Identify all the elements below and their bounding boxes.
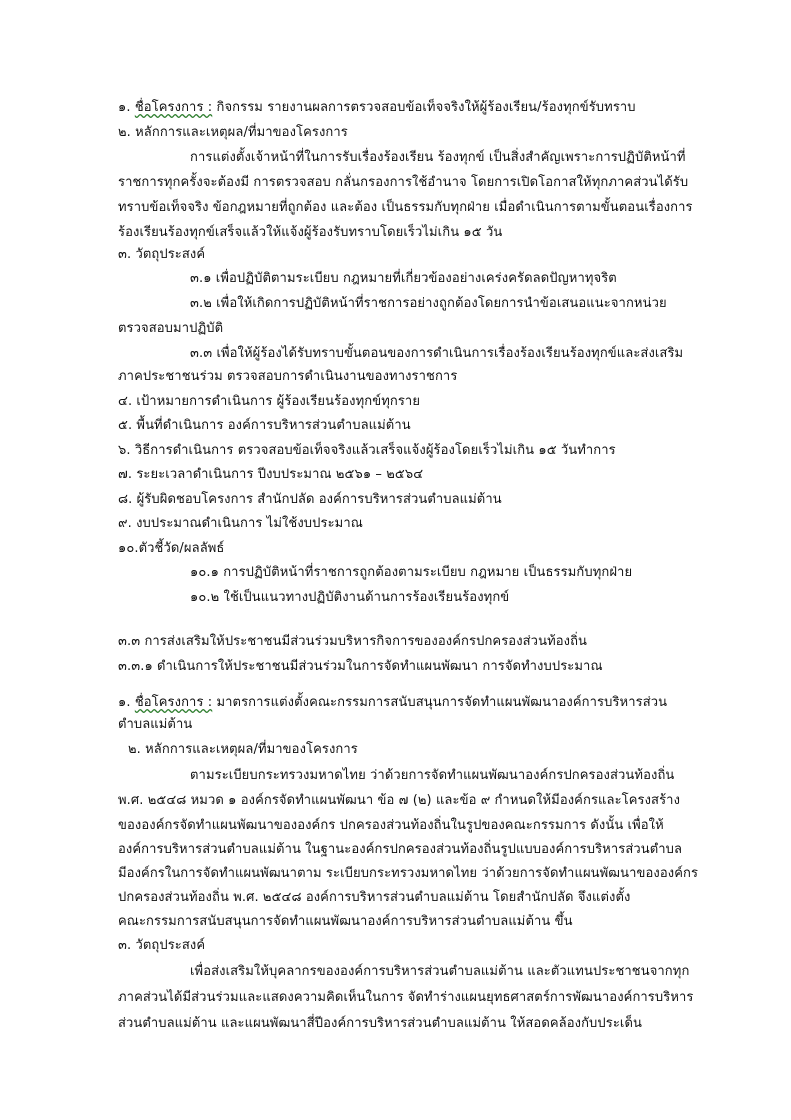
paragraph-line: ขององค์กรจัดทำแผนพัฒนาขององค์กร ปกครองส่วนท้องถิ่นในรูปของคณะกรรมการ ดังนั้น เพื่อให้ [118, 818, 664, 833]
list-item: ๓.๓ เพื่อให้ผู้ร้องได้รับทราบขั้นตอนของการดำเนินการเรื่องร้องเรียนร้องทุกข์และส่งเสริม [190, 346, 684, 361]
paragraph-line: ภาคประชาชนร่วม ตรวจสอบการดำเนินงานของทางราชการ [118, 369, 458, 384]
section-heading: ๓.๓.๑ ดำเนินการให้ประชาชนมีส่วนร่วมในการจัดทำแผนพัฒนา การจัดทำงบประมาณ [118, 659, 603, 674]
section-heading: ๓. วัตถุประสงค์ [118, 247, 206, 262]
section-heading: ๓.๓ การส่งเสริมให้ประชาชนมีส่วนร่วมบริหารกิจการขององค์กรปกครองส่วนท้องถิ่น [118, 634, 588, 649]
paragraph-line: คณะกรรมการสนับสนุนการจัดทำแผนพัฒนาองค์การบริหารส่วนตำบลแม่ต้าน ขึ้น [118, 914, 573, 929]
list-item: ๑๐.๒ ใช้เป็นแนวทางปฏิบัติงานด้านการร้องเรียนร้องทุกข์ [190, 590, 510, 605]
paragraph-line: การแต่งตั้งเจ้าหน้าที่ในการรับเรื่องร้องเรียน ร้องทุกข์ เป็นสิ่งสำคัญเพราะการปฏิบัติหน้าที่ [190, 150, 686, 165]
paragraph-line: ภาคส่วนได้มีส่วนร่วมและแสดงความคิดเห็นในการ จัดทำร่างแผนยุทธศาสตร์การพัฒนาองค์การบริหาร [118, 990, 694, 1005]
section-heading: ๒. หลักการและเหตุผล/ที่มาของโครงการ [128, 742, 358, 757]
paragraph-line: ปกครองส่วนท้องถิ่น พ.ศ. ๒๕๔๘ องค์การบริหารส่วนตำบลแม่ต้าน โดยสำนักปลัด จึงแต่งตั้ง [118, 890, 631, 905]
section-heading: ๔. เป้าหมายการดำเนินการ ผู้ร้องเรียนร้องทุกข์ทุกราย [118, 394, 421, 409]
paragraph-line: ตรวจสอบมาปฏิบัติ [118, 321, 224, 336]
list-item: ๓.๒ เพื่อให้เกิดการปฏิบัติหน้าที่ราชการอย่างถูกต้องโดยการนำข้อเสนอแนะจากหน่วย [190, 296, 667, 311]
paragraph-line: ส่วนตำบลแม่ต้าน และแผนพัฒนาสี่ปีองค์การบริหารส่วนตำบลแม่ต้าน ให้สอดคล้องกับประเด็น [118, 1016, 642, 1031]
project-title-line: ๑. ชื่อโครงการ : กิจกรรม รายงานผลการตรวจสอบข้อเท็จจริงให้ผู้ร้องเรียน/ร้องทุกข์รับทราบ [118, 100, 636, 115]
paragraph-line: ร้องเรียนร้องทุกข์เสร็จแล้วให้แจ้งผู้ร้องรับทราบโดยเร็วไม่เกิน ๑๕ วัน [118, 225, 503, 240]
paragraph-line: ทราบข้อเท็จจริง ข้อกฎหมายที่ถูกต้อง และต้อง เป็นธรรมกับทุกฝ่าย เมื่อดำเนินการตามขั้นตอนเรื่องการ [118, 200, 693, 215]
paragraph-line: ตำบลแม่ต้าน [118, 717, 193, 732]
section-heading: ๗. ระยะเวลาดำเนินการ ปีงบประมาณ ๒๕๖๑ – ๒๕๖๔ [118, 467, 424, 482]
paragraph-line: มีองค์กรในการจัดทำแผนพัฒนาตาม ระเบียบกระทรวงมหาดไทย ว่าด้วยการจัดทำแผนพัฒนาขององค์กร [118, 866, 699, 881]
list-item: ๑๐.๑ การปฏิบัติหน้าที่ราชการถูกต้องตามระเบียบ กฎหมาย เป็นธรรมกับทุกฝ่าย [190, 565, 633, 580]
paragraph-line: ตามระเบียบกระทรวงมหาดไทย ว่าด้วยการจัดทำแผนพัฒนาองค์กรปกครองส่วนท้องถิ่น [190, 768, 675, 783]
project-title-label: ชื่อโครงการ : [134, 695, 213, 710]
list-item: ๓.๑ เพื่อปฏิบัติตามระเบียบ กฎหมายที่เกี่ยวข้องอย่างเคร่งครัดลดปัญหาทุจริต [190, 271, 617, 286]
paragraph-line: เพื่อส่งเสริมให้บุคลากรขององค์การบริหารส่วนตำบลแม่ต้าน และตัวแทนประชาชนจากทุก [190, 964, 690, 979]
section-heading: ๒. หลักการและเหตุผล/ที่มาของโครงการ [118, 125, 348, 140]
section-heading: ๕. พื้นที่ดำเนินการ องค์การบริหารส่วนตำบลแม่ต้าน [118, 418, 411, 433]
paragraph-line: องค์การบริหารส่วนตำบลแม่ต้าน ในฐานะองค์กรปกครองส่วนท้องถิ่นรูปแบบองค์การบริหารส่วนตำบล [118, 842, 683, 857]
project-title-line: ๑. ชื่อโครงการ : มาตรการแต่งตั้งคณะกรรมการสนับสนุนการจัดทำแผนพัฒนาองค์การบริหารส่วน [118, 695, 668, 710]
section-heading: ๖. วิธีการดำเนินการ ตรวจสอบข้อเท็จจริงแล้วเสร็จแจ้งผู้ร้องโดยเร็วไม่เกิน ๑๕ วันทำการ [118, 443, 616, 458]
section-heading: ๙. งบประมาณดำเนินการ ไม่ใช้งบประมาณ [118, 516, 363, 531]
paragraph-line: ราชการทุกครั้งจะต้องมี การตรวจสอบ กลั่นกรองการใช้อำนาจ โดยการเปิดโอกาสให้ทุกภาคส่วนได้รับ [118, 175, 689, 190]
section-heading: ๘. ผู้รับผิดชอบโครงการ สำนักปลัด องค์การบริหารส่วนตำบลแม่ต้าน [118, 492, 502, 507]
section-heading: ๓. วัตถุประสงค์ [118, 938, 206, 953]
paragraph-line: พ.ศ. ๒๕๔๘ หมวด ๑ องค์กรจัดทำแผนพัฒนา ข้อ ๗ (๒) และข้อ ๙ กำหนดให้มีองค์กรและโครงสร้าง [118, 793, 681, 808]
section-heading: ๑๐.ตัวชี้วัด/ผลลัพธ์ [118, 541, 225, 556]
project-title-label: ชื่อโครงการ : [134, 100, 213, 115]
